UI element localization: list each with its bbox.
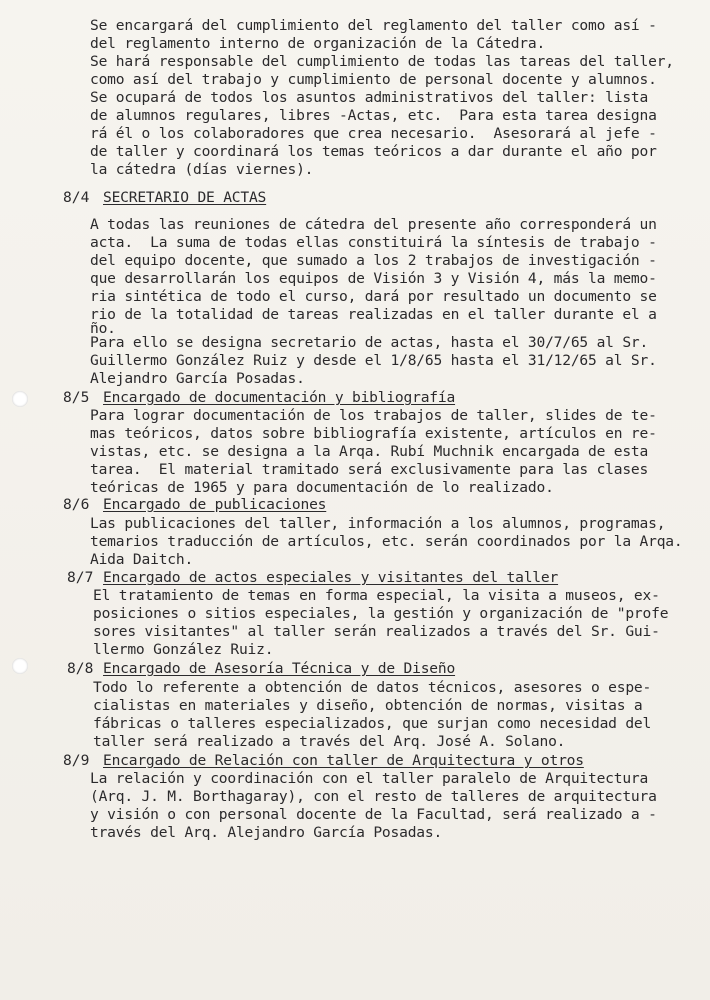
- section-line: teóricas de 1965 y para documentación de lo realizado.: [90, 479, 554, 496]
- intro-line: rá él o los colaboradores que crea necesario. Asesorará al jefe -: [90, 125, 657, 142]
- intro-line: Se hará responsable del cumplimiento de todas las tareas del taller,: [90, 53, 674, 70]
- section-line: sores visitantes" al taller serán realizados a través del Sr. Gui-: [93, 623, 660, 640]
- intro-line: como así del trabajo y cumplimiento de personal docente y alumnos.: [90, 71, 657, 88]
- section-line: El tratamiento de temas en forma especial, la visita a museos, ex-: [93, 587, 660, 604]
- section-line: llermo González Ruiz.: [93, 641, 274, 658]
- section-line: Las publicaciones del taller, información a los alumnos, programas,: [90, 515, 666, 532]
- punch-hole-bottom: [12, 658, 28, 674]
- section-line: rio de la totalidad de tareas realizadas en el taller durante el a: [90, 306, 657, 323]
- intro-line: la cátedra (días viernes).: [90, 161, 314, 178]
- section-line: taller será realizado a través del Arq. José A. Solano.: [93, 733, 566, 750]
- section-line: posiciones o sitios especiales, la gestión y organización de "profe: [93, 605, 669, 622]
- punch-hole-top: [12, 391, 28, 407]
- section-number: 8/6: [63, 496, 90, 513]
- intro-line: Se ocupará de todos los asuntos administrativos del taller: lista: [90, 89, 649, 106]
- section-number: 8/9: [63, 752, 90, 769]
- section-line: ño.: [90, 320, 116, 337]
- section-line: cialistas en materiales y diseño, obtención de normas, visitas a: [93, 697, 643, 714]
- section-title: Encargado de documentación y bibliografía: [103, 389, 456, 406]
- section-title: SECRETARIO DE ACTAS: [103, 189, 267, 206]
- section-number: 8/4: [63, 189, 90, 206]
- intro-line: de taller y coordinará los temas teóricos a dar durante el año por: [90, 143, 657, 160]
- intro-line: del reglamento interno de organización de la Cátedra.: [90, 35, 546, 52]
- section-title: Encargado de Asesoría Técnica y de Diseño: [103, 660, 456, 677]
- section-line: Aida Daitch.: [90, 551, 194, 568]
- section-line: Alejandro García Posadas.: [90, 370, 305, 387]
- section-title: Encargado de actos especiales y visitantes del taller: [103, 569, 559, 586]
- section-line: vistas, etc. se designa a la Arqa. Rubí Muchnik encargada de esta: [90, 443, 649, 460]
- section-number: 8/8: [67, 660, 94, 677]
- section-line: La relación y coordinación con el taller paralelo de Arquitectura: [90, 770, 649, 787]
- section-number: 8/7: [67, 569, 94, 586]
- intro-line: de alumnos regulares, libres -Actas, etc. Para esta tarea designa: [90, 107, 657, 124]
- section-line: que desarrollarán los equipos de Visión 3 y Visión 4, más la memo-: [90, 270, 657, 287]
- section-line: Para ello se designa secretario de actas, hasta el 30/7/65 al Sr.: [90, 334, 649, 351]
- section-line: Para lograr documentación de los trabajos de taller, slides de te-: [90, 407, 657, 424]
- section-line: del equipo docente, que sumado a los 2 trabajos de investigación -: [90, 252, 657, 269]
- section-line: temarios traducción de artículos, etc. serán coordinados por la Arqa.: [90, 533, 683, 550]
- section-line: A todas las reuniones de cátedra del presente año corresponderá un: [90, 216, 657, 233]
- section-line: través del Arq. Alejandro García Posadas.: [90, 824, 443, 841]
- section-line: tarea. El material tramitado será exclusivamente para las clases: [90, 461, 649, 478]
- section-line: mas teóricos, datos sobre bibliografía existente, artículos en re-: [90, 425, 657, 442]
- section-line: Todo lo referente a obtención de datos técnicos, asesores o espe-: [93, 679, 652, 696]
- section-line: ria sintética de todo el curso, dará por resultado un documento se: [90, 288, 657, 305]
- section-line: fábricas o talleres especializados, que surjan como necesidad del: [93, 715, 652, 732]
- section-line: (Arq. J. M. Borthagaray), con el resto de talleres de arquitectura: [90, 788, 657, 805]
- section-title: Encargado de publicaciones: [103, 496, 327, 513]
- section-line: acta. La suma de todas ellas constituirá la síntesis de trabajo -: [90, 234, 657, 251]
- section-line: Guillermo González Ruiz y desde el 1/8/65 hasta el 31/12/65 al Sr.: [90, 352, 657, 369]
- section-number: 8/5: [63, 389, 90, 406]
- intro-line: Se encargará del cumplimiento del reglamento del taller como así -: [90, 17, 657, 34]
- section-line: y visión o con personal docente de la Facultad, será realizado a -: [90, 806, 657, 823]
- section-title: Encargado de Relación con taller de Arquitectura y otros: [103, 752, 584, 769]
